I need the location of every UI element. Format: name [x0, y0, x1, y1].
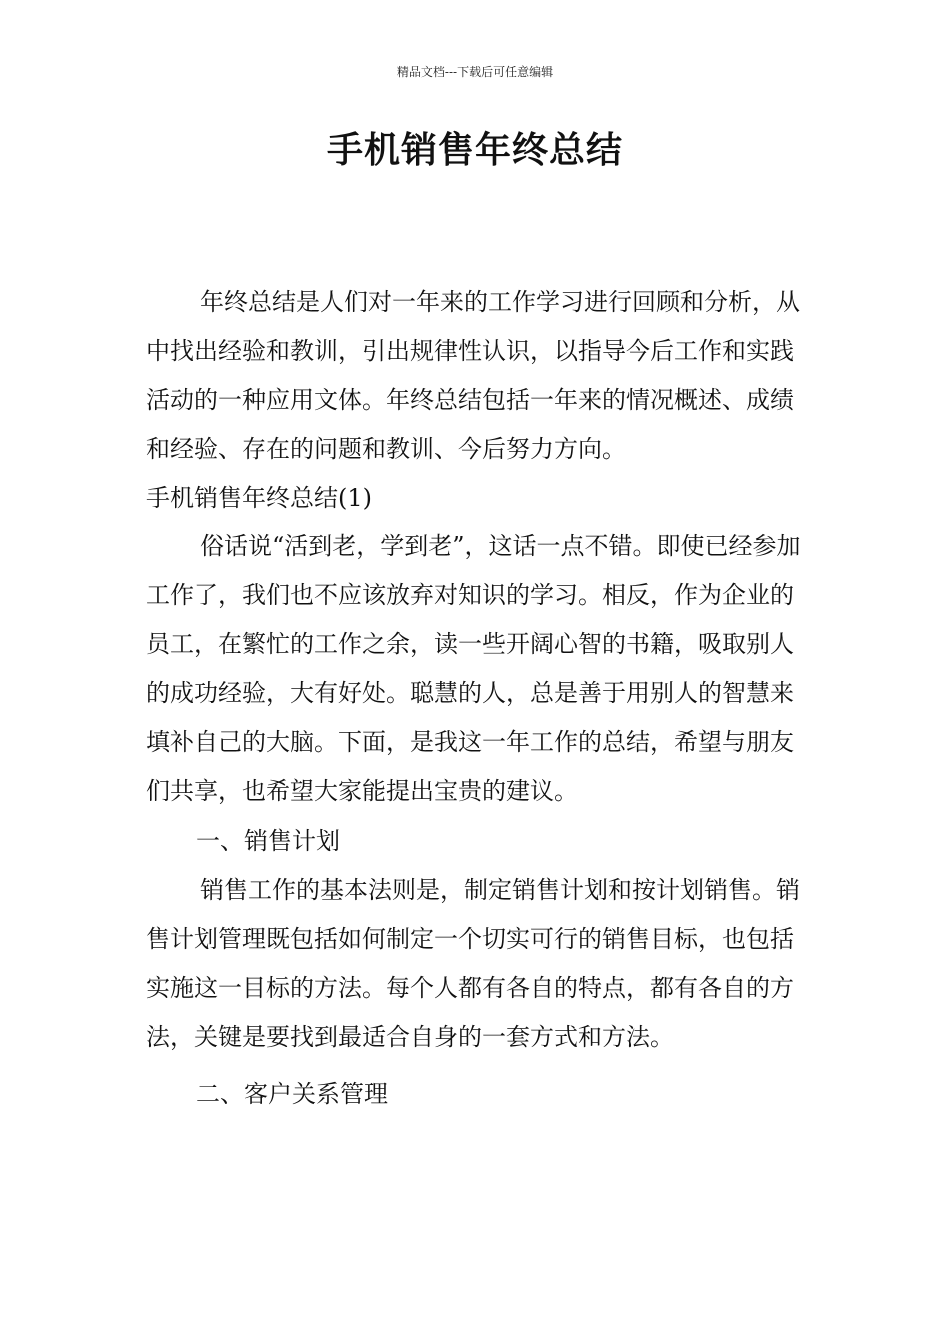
section-heading-customer-relationship: 二、客户关系管理 — [196, 1080, 388, 1108]
document-title: 手机销售年终总结 — [326, 129, 623, 171]
intro-paragraph: 年终总结是人们对一年来的工作学习进行回顾和分析，从中找出经验和教训，引出规律性认识，以指导今后工作和实践活动的一种应用文体。年终总结包括一年来的情况概述、成绩和经验、存在的问题和教训、今后努力方向。 — [146, 288, 800, 463]
section-title: 手机销售年终总结(1) — [146, 484, 372, 512]
paragraph-2: 销售工作的基本法则是，制定销售计划和按计划销售。销售计划管理既包括如何制定一个切实可行的销售目标，也包括实施这一目标的方法。每个人都有各自的特点，都有各自的方法，关键是要找到最适合自身的一套方式和方法。 — [146, 876, 800, 1051]
document-body — [146, 278, 816, 1119]
section-heading-sales-plan: 一、销售计划 — [196, 827, 340, 855]
paragraph-1: 俗话说“活到老，学到老”，这话一点不错。即使已经参加工作了，我们也不应该放弃对知识的学习。相反，作为企业的员工，在繁忙的工作之余，读一些开阔心智的书籍，吸取别人的成功经验，大有好处。聪慧的人，总是善于用别人的智慧来填补自己的大脑。下面，是我这一年工作的总结，希望与朋友们共享，也希望大家能提出宝贵的建议。 — [146, 532, 801, 805]
header-note: 精品文档---下载后可任意编辑 — [396, 65, 554, 79]
